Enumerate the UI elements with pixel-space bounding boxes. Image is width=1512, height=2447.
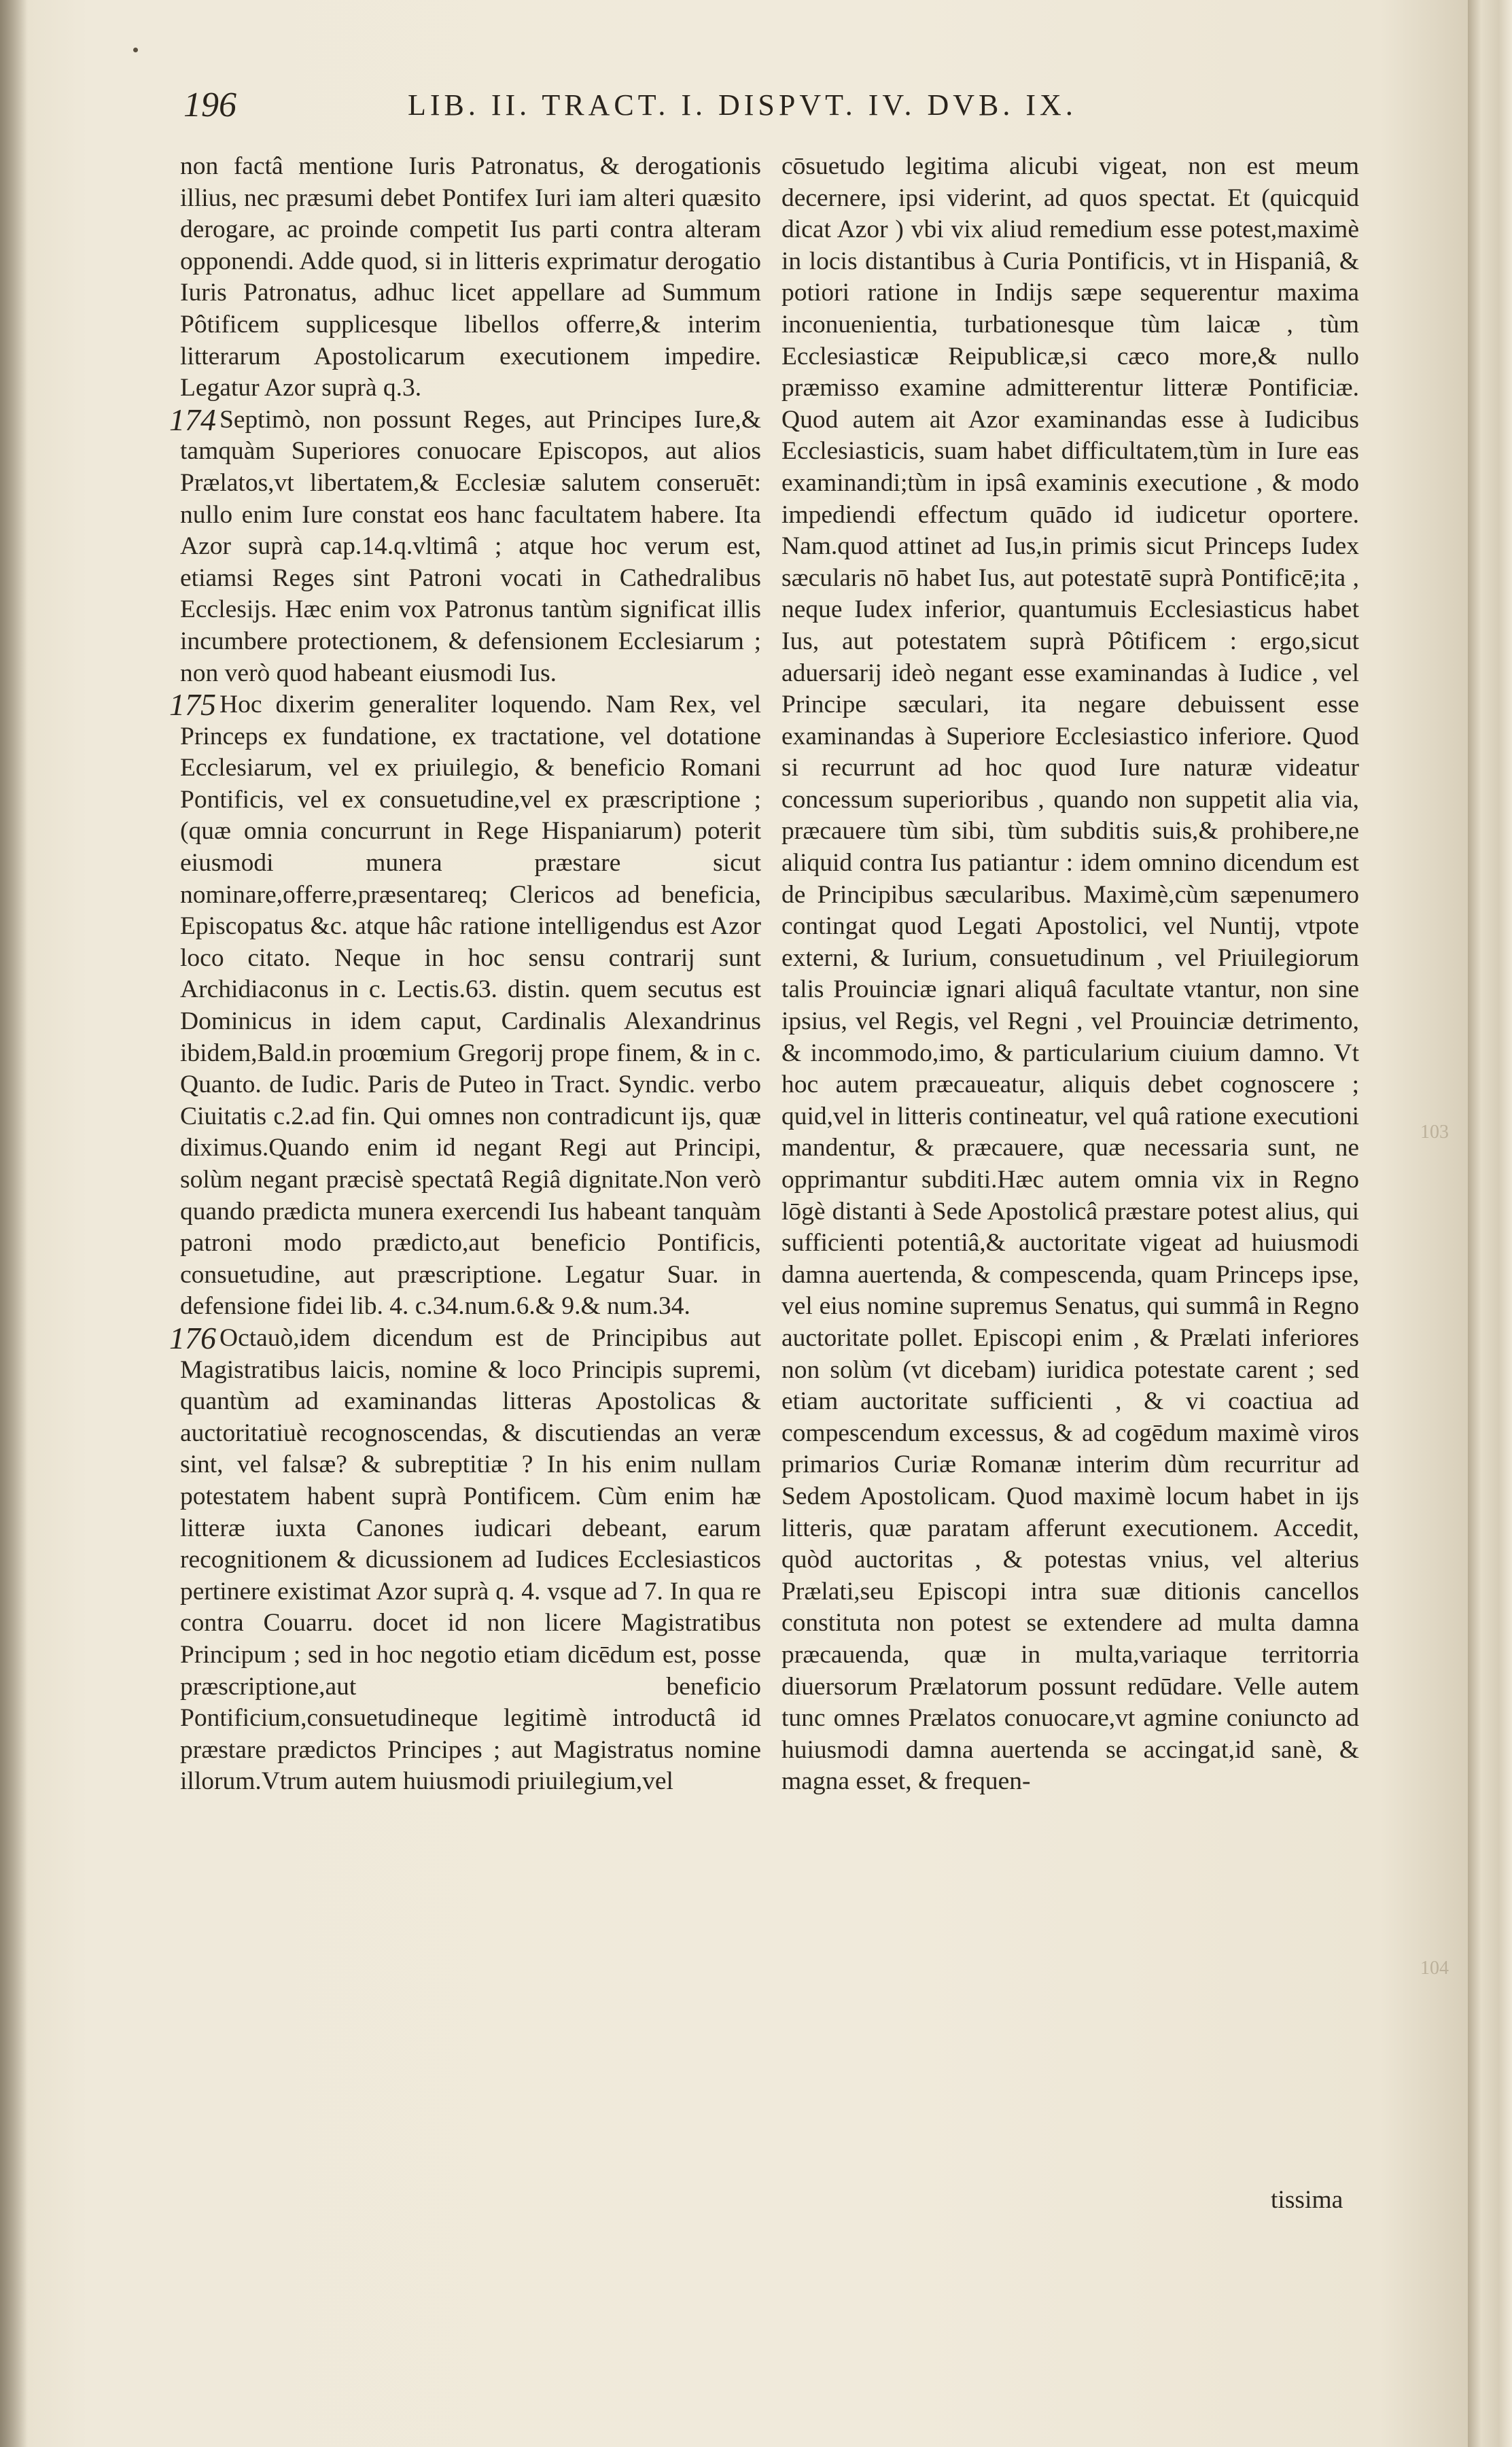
page-header	[183, 85, 1352, 146]
bleed-through-number: 103	[1420, 1122, 1449, 1143]
paragraph-text: Hoc dixerim generaliter loquendo. Nam Rex, vel Princeps ex fundatione, ex tractatione, vel dotatione Ecclesiarum, vel ex priuilegio, & beneficio Romani Pontificis, vel ex consuetudine,vel ex præscriptione ; (quæ omnia concurrunt in Rege Hispaniarum) poterit eiusmodi munera præstare sicut nominare,offerre,præsentareq; Clericos ad beneficia, Episcopatus &c. atque hâc ratione intelligendus est Azor loco citato. Neque in hoc sensu contrarij sunt Archidiaconus in c. Lectis.63. distin. quem secutus est Dominicus in idem caput, Cardinalis Alexandrinus ibidem,Bald.in proœmium Gregorij prope finem, & in c. Quanto. de Iudic. Paris de Puteo in Tract. Syndic. verbo Ciuitatis c.2.ad fin. Qui omnes non contradicunt ijs, quæ diximus.Quando enim id negant Regi aut Principi, solùm negant præcisè spectatâ Regiâ dignitate.Non verò quando prædicta munera exercendi Ius habeant tanquàm patroni modo prædicto,aut beneficio Pontificis, consuetudine, aut præscriptione. Legatur Suar. in defensione fidei lib. 4. c.34.num.6.& 9.& num.34.	[180, 691, 761, 1321]
left-column	[169, 151, 761, 1798]
paragraph-number: 174	[169, 402, 216, 437]
paragraph-text: non factâ mentione Iuris Patronatus, & derogationis illius, nec præsumi debet Pontifex Iuri iam alteri quæsito derogare, ac proinde competit Ius parti contra alteram opponendi. Adde quod, si in litteris exprimatur derogatio Iuris Patronatus, adhuc licet appellare ad Summum Pôtificem supplicesque libellos offerre,& interim litterarum Apostolicarum executionem impedire. Legatur Azor suprà q.3.	[180, 152, 761, 402]
paragraph-text: cōsuetudo legitima alicubi vigeat, non est meum decernere, ipsi viderint, ad quos spectat. Et (quicquid dicat Azor ) vbi vix aliud remedium esse potest,maximè in locis distantibus à Curia Pontificis, vt in Hispaniâ, & potiori ratione in Indijs sæpe sequerentur maxima inconuenientia, turbationesque tùm laicæ , tùm Ecclesiasticæ Reipublicæ,si cæco more,& nullo præmisso examine admitterentur litteræ Pontificiæ. Quod autem ait Azor examinandas esse à Iudicibus Ecclesiasticis, suam habet difficultatem,tùm in Iure eas examinandi;tùm in ipsâ examinis executione , & modo impediendi effectum quādo id iudicetur oportere. Nam.quod attinet ad Ius,in primis sicut Princeps Iudex sæcularis nō habet Ius, aut potestatē suprà Pontificē;ita , neque Iudex inferior, quantumuis Ecclesiasticus habet Ius, aut potestatem suprà Pôtificem : ergo,sicut aduersarij ideò negant esse examinandas à Iudice , vel Principe sæculari, ita negare debuissent esse examinandas à Superiore Ecclesiastico inferiore. Quod si recurrunt ad hoc quod Iure naturæ videatur concessum superioribus , quando non suppetit alia via, præcauere tùm sibi, tùm subditis suis,& prohibere,ne aliquid contra Ius patiantur : idem omnino dicendum est de Principibus sæcularibus. Maximè,cùm sæpenumero contingat quod Legati Apostolici, vel Nuntij, vtpote externi, & Iurium, consuetudinum , vel Priuilegiorum talis Prouinciæ ignari aliquâ facultate vtantur, non sine ipsius, vel Regis, vel Regni , vel Prouinciæ detrimento, & incommodo,imo, & particularium ciuium damno. Vt hoc autem præcaueatur, aliquis debet cognoscere ; quid,vel in litteris contineatur, vel quâ ratione executioni mandentur, & præcauere, quæ necessaria sunt, ne opprimantur subditi.Hæc autem omnia vix in Regno lōgè distanti à Sede Apostolicâ præstare potest alius, qui sufficienti potentiâ,& auctoritate vigeat ad huiusmodi damna auertenda, & compescenda, quam Princeps ipse, vel eius nomine supremus Senatus, qui summâ in Regno auctoritate pollet. Episcopi enim , & Prælati inferiores non solùm (vt dicebam) iuridica potestate carent ; sed etiam auctoritate sufficienti , & vi coactiua ad compescendum excessus, & ad cogēdum maximè viros primarios Curiæ Romanæ interim dùm recurritur ad Sedem Apostolicam. Quod maximè locum habet in ijs litteris, quæ paratam afferunt executionem. Accedit, quòd auctoritas , & potestas vnius, vel alterius Prælati,seu Episcopi intra suæ ditionis cancellos constituta non potest se extendere ad multa damna præcauenda, quæ in multa,variaque territorria diuersorum Prælatorum possunt redūdare. Velle autem tunc omnes Prælatos conuocare,vt agmine coniuncto ad huiusmodi damna auertenda se accingat,id sanè, & magna esset, & frequen-	[781, 152, 1359, 1796]
paragraph	[169, 402, 761, 689]
page-number: 196	[183, 86, 236, 124]
facing-page-edge	[1468, 0, 1512, 2447]
bleed-through-number: 104	[1420, 1958, 1449, 1979]
right-column	[781, 151, 1359, 1798]
gutter-shadow	[0, 0, 27, 2447]
ink-speck	[133, 48, 138, 52]
paragraph-text: Octauò,idem dicendum est de Principibus aut Magistratibus laicis, nomine & loco Principis supremi, quantùm ad examinandas litteras Apostolicas & auctoritatiuè recognoscendas, & discutiendas an veræ sint, vel falsæ? & subreptitiæ ? In his enim nullam potestatem habent suprà Pontificem. Cùm enim hæ litteræ iuxta Canones iudicari debeant, earum recognitionem & dicussionem ad Iudices Ecclesiasticos pertinere existimat Azor suprà q. 4. vsque ad 7. In qua re contra Couarru. docet id non licere Magistratibus Principum ; sed in hoc negotio etiam dicēdum est, posse præscriptione,aut beneficio Pontificium,consuetudineque legitimè introductâ id præstare prædictos Principes ; aut Magistratus nomine illorum.Vtrum autem huiusmodi priuilegium,vel	[180, 1323, 761, 1796]
paragraph-number: 175	[169, 687, 216, 723]
paragraph-text: Septimò, non possunt Reges, aut Principes Iure,& tamquàm Superiores conuocare Episcopos, aut alios Prælatos,vt libertatem,& Ecclesiæ salutem conseruēt: nullo enim Iure constat eos hanc facultatem habere. Ita Azor suprà cap.14.q.vltimâ ; atque hoc verum est, etiamsi Reges sint Patroni vocati in Cathedralibus Ecclesijs. Hæc enim vox Patronus tantùm significat illis incumbere protectionem, & defensionem Ecclesiarum ; non verò quod habeant eiusmodi Ius.	[180, 405, 761, 687]
paragraph	[781, 151, 1359, 1798]
catchword: tissima	[1271, 2186, 1343, 2214]
paragraph	[180, 151, 761, 404]
paragraph	[169, 687, 761, 1323]
running-head: LIB. II. TRACT. I. DISPVT. IV. DVB. IX.	[408, 88, 1077, 122]
paragraph	[169, 1320, 761, 1798]
paragraph-number: 176	[169, 1320, 216, 1355]
